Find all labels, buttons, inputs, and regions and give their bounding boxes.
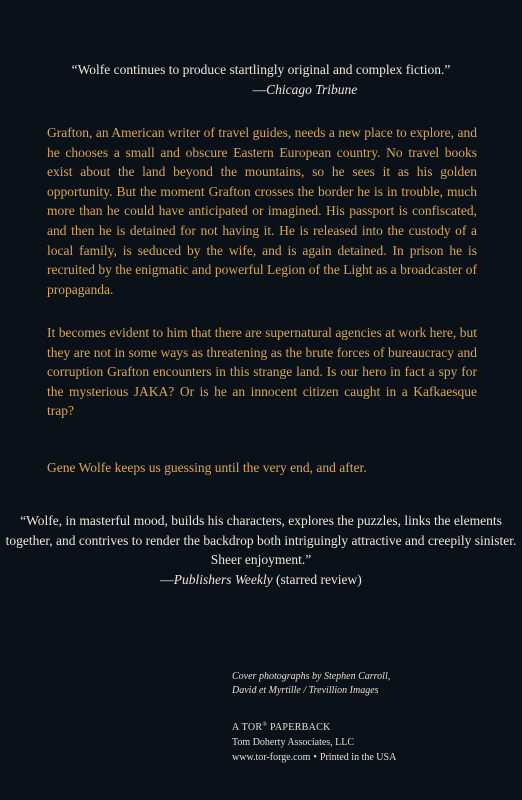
bottom-quote-attribution: [0, 570, 522, 590]
top-quote-dash: —: [252, 81, 267, 97]
company-name: Tom Doherty Associates, LLC: [232, 737, 355, 748]
cover-credits: [232, 670, 390, 698]
imprint-line: [232, 718, 396, 735]
printed-location: Printed in the USA: [319, 752, 397, 763]
website-link[interactable]: www.tor-forge.com: [232, 752, 311, 763]
bullet-separator: •: [313, 752, 317, 763]
synopsis-paragraph-3: Gene Wolfe keeps us guessing until the very end, and after.: [47, 460, 367, 475]
synopsis-paragraph-1: Grafton, an American writer of travel guides, needs a new place to explore, and he chooses a small and obscure Eastern European country. No travel books exist about the land beyond the mountains, so he sees it as his golden opportunity. But the moment Grafton crosses the border he is in trouble, much more than he could have anticipated or imagined. His passport is confiscated, and then he is detained for not having it. He is released into the custody of a local family, is seduced by the wife, and is again detained. In prison he is recruited by the enigmatic and powerful Legion of the Light as a broadcaster of propaganda.: [47, 125, 477, 297]
bottom-quote-source: Publishers Weekly: [173, 571, 273, 587]
top-quote-attribution: [0, 80, 522, 100]
credits-line-2: David et Myrtille / Trevillion Images: [232, 685, 379, 696]
credits-line-1: Cover photographs by Stephen Carroll,: [232, 671, 391, 682]
top-review-quote: [0, 60, 522, 99]
imprint-suffix: PAPERBACK: [267, 722, 331, 733]
imprint-prefix: A TOR: [232, 722, 263, 733]
publisher-info: [232, 718, 396, 765]
bottom-quote-dash: —: [160, 571, 174, 587]
top-quote-text: “Wolfe continues to produce startlingly original and complex fiction.”: [71, 62, 451, 77]
synopsis-paragraph-2: It becomes evident to him that there are supernatural agencies at work here, but they are not in some ways as threatening as the brute forces of bureaucracy and corruption Grafton encounters in this strange land. Is our hero in fact a spy for the mysterious JAKA? Or is he an innocent citizen caught in a Kafkaesque trap?: [47, 325, 477, 419]
bottom-quote-note: (starred review): [272, 571, 362, 587]
website-line: [232, 750, 396, 765]
top-quote-source: Chicago Tribune: [266, 81, 358, 97]
registered-mark: ®: [262, 722, 268, 728]
bottom-quote-text: “Wolfe, in masterful mood, builds his characters, explores the puzzles, links the elements together, and contrives to render the backdrop both intriguingly attractive and creepily sinister. Sheer enjoyment.”: [5, 513, 517, 567]
bottom-review-quote: [0, 511, 522, 589]
